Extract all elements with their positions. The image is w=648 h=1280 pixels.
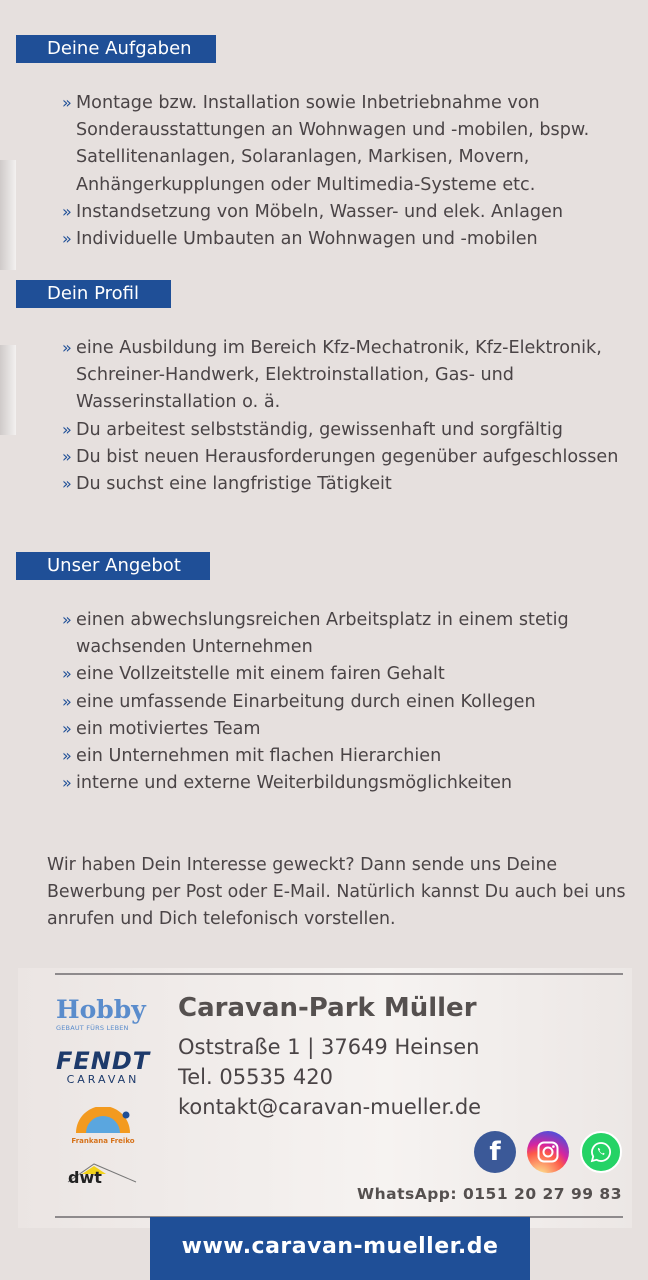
phone[interactable]: Tel. 05535 420 — [178, 1065, 333, 1089]
address: Oststraße 1 | 37649 Heinsen — [178, 1035, 480, 1059]
whatsapp-number: WhatsApp: 0151 20 27 99 83 — [356, 1185, 622, 1203]
closing-paragraph: Wir haben Dein Interesse geweckt? Dann sende uns Deine Bewerbung per Post oder E-Mail. Natürlich kannst Du auch bei uns anrufen und Dich telefonisch vorstellen. — [47, 855, 626, 929]
section-title-angebot: Unser Angebot — [16, 552, 210, 580]
list-item: » Du arbeitest selbstständig, gewissenhaft und sorgfältig — [62, 417, 638, 444]
list-item: » ein motiviertes Team — [62, 716, 638, 743]
frankana-logo-text: Frankana Freiko — [71, 1137, 135, 1145]
section-title-profil: Dein Profil — [16, 280, 171, 308]
dwt-logo-text: dwt — [68, 1168, 102, 1187]
facebook-icon[interactable]: f — [474, 1131, 516, 1173]
list-item: » Du bist neuen Herausforderungen gegenüber aufgeschlossen — [62, 444, 638, 471]
dwt-logo — [66, 1160, 138, 1188]
whatsapp-glyph — [589, 1140, 613, 1164]
hobby-logo — [56, 996, 151, 1032]
divider-top — [55, 973, 623, 975]
instagram-icon[interactable] — [527, 1131, 569, 1173]
company-name: Caravan-Park Müller — [178, 993, 477, 1023]
list-item: » einen abwechslungsreichen Arbeitsplatz in einem stetig wachsenden Unternehmen — [62, 607, 638, 661]
website-link[interactable]: www.caravan-mueller.de — [150, 1217, 530, 1280]
fendt-logo — [56, 1049, 150, 1086]
instagram-glyph — [536, 1140, 560, 1164]
aufgaben-list — [62, 90, 638, 253]
list-item: » Montage bzw. Installation sowie Inbetriebnahme von Sonderausstattungen an Wohnwagen und -mobilen, bspw. Satellitenanlagen, Solaranlagen, Markisen, Movern, Anhängerkupplungen oder Multimedia-Systeme etc. — [62, 90, 638, 199]
fendt-logo-wordmark: FENDT — [56, 1047, 151, 1075]
list-item: » ein Unternehmen mit flachen Hierarchien — [62, 743, 638, 770]
hobby-logo-tagline: GEBAUT FÜRS LEBEN — [56, 1024, 129, 1032]
frankana-logo — [70, 1107, 136, 1145]
email-link[interactable]: kontakt@caravan-mueller.de — [178, 1095, 482, 1119]
decorative-edge-top — [0, 160, 16, 270]
list-item: » interne und externe Weiterbildungsmöglichkeiten — [62, 770, 638, 797]
section-title-aufgaben: Deine Aufgaben — [16, 35, 216, 63]
list-item: » eine Vollzeitstelle mit einem fairen Gehalt — [62, 661, 638, 688]
frankana-arc-icon — [72, 1107, 134, 1133]
hobby-logo-wordmark: Hobby — [56, 995, 146, 1024]
decorative-edge-bottom — [0, 345, 16, 435]
profil-list — [62, 335, 638, 498]
list-item: » Instandsetzung von Möbeln, Wasser- und elek. Anlagen — [62, 199, 638, 226]
list-item: » Du suchst eine langfristige Tätigkeit — [62, 471, 638, 498]
fendt-logo-sub: CARAVAN — [66, 1073, 140, 1086]
angebot-list — [62, 607, 638, 797]
list-item: » eine Ausbildung im Bereich Kfz-Mechatronik, Kfz-Elektronik, Schreiner-Handwerk, Elektroinstallation, Gas- und Wasserinstallation o. ä. — [62, 335, 638, 417]
list-item: » Individuelle Umbauten an Wohnwagen und -mobilen — [62, 226, 638, 253]
list-item: » eine umfassende Einarbeitung durch einen Kollegen — [62, 689, 638, 716]
whatsapp-icon[interactable] — [580, 1131, 622, 1173]
